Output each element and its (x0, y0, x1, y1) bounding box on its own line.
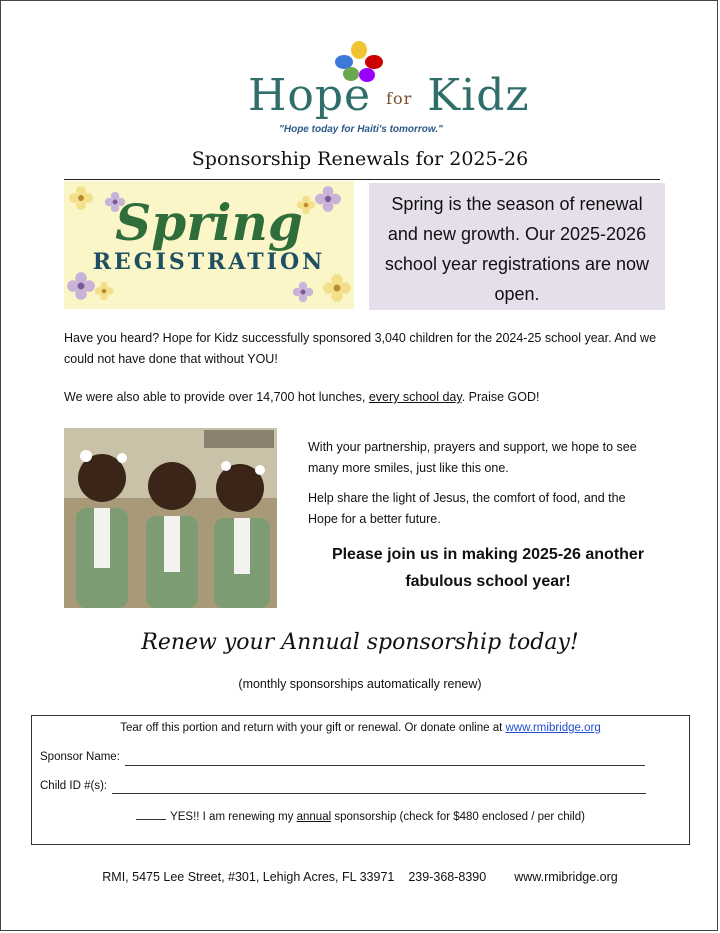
logo-hope: Hope (248, 70, 372, 121)
logo-wordmark (248, 70, 530, 121)
share-light-text: Help share the light of Jesus, the comfort of food, and the Hope for a better future. (308, 491, 626, 526)
renewal-callout (369, 183, 665, 310)
flower-icon (292, 281, 314, 303)
banner-registration-word: REGISTRATION (92, 249, 326, 275)
renewal-text-before: YES!! I am renewing my (170, 811, 297, 823)
lunches-text-before: We were also able to provide over 14,700 hot lunches, (64, 390, 369, 404)
renewal-text-after: sponsorship (check for $480 enclosed / per child) (331, 811, 585, 823)
child-id-field[interactable] (112, 793, 646, 794)
flower-icon (66, 271, 96, 301)
flower-icon (322, 273, 352, 303)
join-us-callout: Please join us in making 2025-26 another fabulous school year! (331, 546, 645, 590)
lunches-text-after: . Praise GOD! (461, 390, 540, 404)
logo-tagline: "Hope today for Haiti's tomorrow." (279, 124, 443, 135)
logo-for: for (386, 89, 413, 108)
renew-heading: Renew your Annual sponsorship today! (141, 630, 579, 655)
flower-icon (94, 281, 114, 301)
tear-off-heading (32, 722, 689, 734)
sponsorship-stats-paragraph: Have you heard? Hope for Kidz successfully sponsored 3,040 children for the 2024-25 school year. And we could not have done that without YOU! (64, 331, 657, 366)
hope-for-kidz-logo (246, 40, 530, 140)
renewal-callout-text: Spring is the season of renewal and new growth. Our 2025-2026 school year registrations are now open. (384, 194, 650, 304)
renewal-checkline (32, 809, 689, 823)
lunches-paragraph (64, 387, 664, 408)
tear-off-heading-text: Tear off this portion and return with your gift or renewal. Or donate online at (120, 722, 506, 734)
sponsor-name-field[interactable] (125, 765, 645, 766)
page-title: Sponsorship Renewals for 2025-26 (191, 148, 529, 170)
lunches-text-underlined: every school day (368, 390, 462, 404)
title-divider (64, 179, 660, 180)
footer-phone: 239-368-8390 (408, 870, 487, 884)
spring-registration-banner (64, 181, 354, 309)
renewal-text-underlined: annual (296, 811, 332, 823)
sponsor-name-label: Sponsor Name: (40, 751, 120, 763)
footer-website: www.rmibridge.org (514, 870, 618, 884)
footer-address: RMI, 5475 Lee Street, #301, Lehigh Acres, FL 33971 (102, 870, 395, 884)
logo-kidz: Kidz (427, 70, 530, 121)
footer-contact (0, 870, 720, 884)
partnership-text: With your partnership, prayers and support, we hope to see many more smiles, just like this one. (308, 440, 637, 475)
banner-spring-word: Spring (115, 193, 303, 252)
tear-off-form (31, 715, 690, 845)
monthly-note: (monthly sponsorships automatically renew) (238, 677, 482, 691)
donate-link[interactable]: www.rmibridge.org (505, 722, 601, 734)
child-id-label: Child ID #(s): (40, 780, 108, 792)
children-photo-illustration (64, 428, 277, 608)
renewal-check-blank[interactable] (136, 809, 166, 820)
children-photo (64, 428, 277, 608)
